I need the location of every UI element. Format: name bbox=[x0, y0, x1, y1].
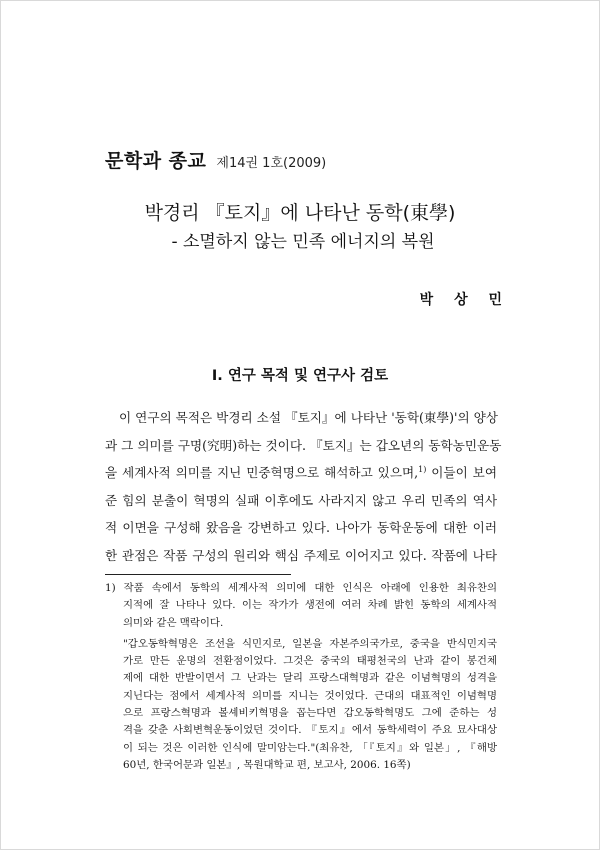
footnote-marker[interactable]: 1) bbox=[418, 464, 427, 474]
body-line: 준 힘의 분출이 혁명의 실패 이후에도 사라지지 않고 우리 민족의 역사 bbox=[105, 492, 497, 508]
footnote-quote-line: 이 되는 것은 이러한 인식에 말미암는다."(최유찬, 「『토지』와 일본」, 『해방 bbox=[123, 741, 497, 754]
section-heading: I. 연구 목적 및 연구사 검토 bbox=[211, 368, 389, 384]
footnote-divider bbox=[105, 574, 291, 575]
journal-logo: 문학과 종교 bbox=[105, 150, 207, 172]
journal-issue: 제14권 1호(2009) bbox=[216, 156, 327, 171]
title-block bbox=[0, 198, 600, 256]
footnote-quote-line: 제에 대한 반발이면서 그 난과는 달리 프랑스대혁명과 같은 이념혁명의 성격을 bbox=[123, 672, 497, 685]
body-line-with-footnote bbox=[105, 459, 497, 487]
footnote-quote-line: 60년, 한국어문과 일본』, 목원대학교 편, 보고사, 2006. 16쪽) bbox=[123, 758, 411, 771]
article-title: 박경리 『토지』에 나타난 동학(東學) bbox=[144, 202, 456, 224]
footnote-line: 1) 작품 속에서 동학의 세계사적 의미에 대한 인식은 아래에 인용한 최유찬의 bbox=[105, 582, 497, 594]
article-subtitle: - 소멸하지 않는 민족 에너지의 복원 bbox=[171, 232, 435, 252]
author-name: 박 상 민 bbox=[419, 292, 510, 308]
footnote-quote-line: 지닌다는 점에서 세계사적 의미를 지니는 것이었다. 근대의 대표적인 이념혁명 bbox=[123, 689, 497, 702]
footnote-quote-line: 으로 프랑스혁명과 볼셰비키혁명을 꼽는다면 갑오동학혁명도 그에 준하는 성 bbox=[123, 707, 497, 720]
footnote-quote-line: 격을 갖춘 사회변혁운동이었던 것이다. 『토지』에서 동학세력이 주요 묘사대상 bbox=[123, 724, 497, 737]
journal-header bbox=[105, 146, 326, 173]
body-line-tail: 이들이 보여 bbox=[426, 465, 497, 480]
body-line-text: 을 세계사적 의미를 지닌 민중혁명으로 해석하고 있으며, bbox=[105, 465, 419, 480]
body-line: 이 연구의 목적은 박경리 소설 『토지』에 나타난 '동학(東學)'의 양상 bbox=[119, 410, 498, 425]
footnote-line: 의미와 같은 맥락이다. bbox=[123, 616, 224, 629]
footnote-quote-line: 가로 만든 운명의 전환점이었다. 그것은 중국의 태평천국의 난과 같이 봉건체 bbox=[123, 655, 497, 668]
footnotes bbox=[105, 580, 497, 774]
footnote-quote-line: "갑오동학혁명은 조선을 식민지로, 일본을 자본주의국가로, 중국을 반식민지국 bbox=[123, 637, 497, 650]
body-line: 과 그 의미를 구명(究明)하는 것이다. 『토지』는 갑오년의 동학농민운동 bbox=[105, 437, 502, 453]
footnote-line: 지적에 잘 나타나 있다. 이는 작가가 생전에 여러 차례 밝힌 동학의 세계사적 bbox=[123, 599, 497, 612]
body-paragraph bbox=[105, 404, 502, 569]
body-line: 적 이면을 구성해 왔음을 강변하고 있다. 나아가 동학운동에 대한 이러 bbox=[105, 520, 497, 535]
body-line: 한 관점은 작품 구성의 원리와 핵심 주제로 이어지고 있다. 작품에 나타 bbox=[105, 547, 497, 563]
